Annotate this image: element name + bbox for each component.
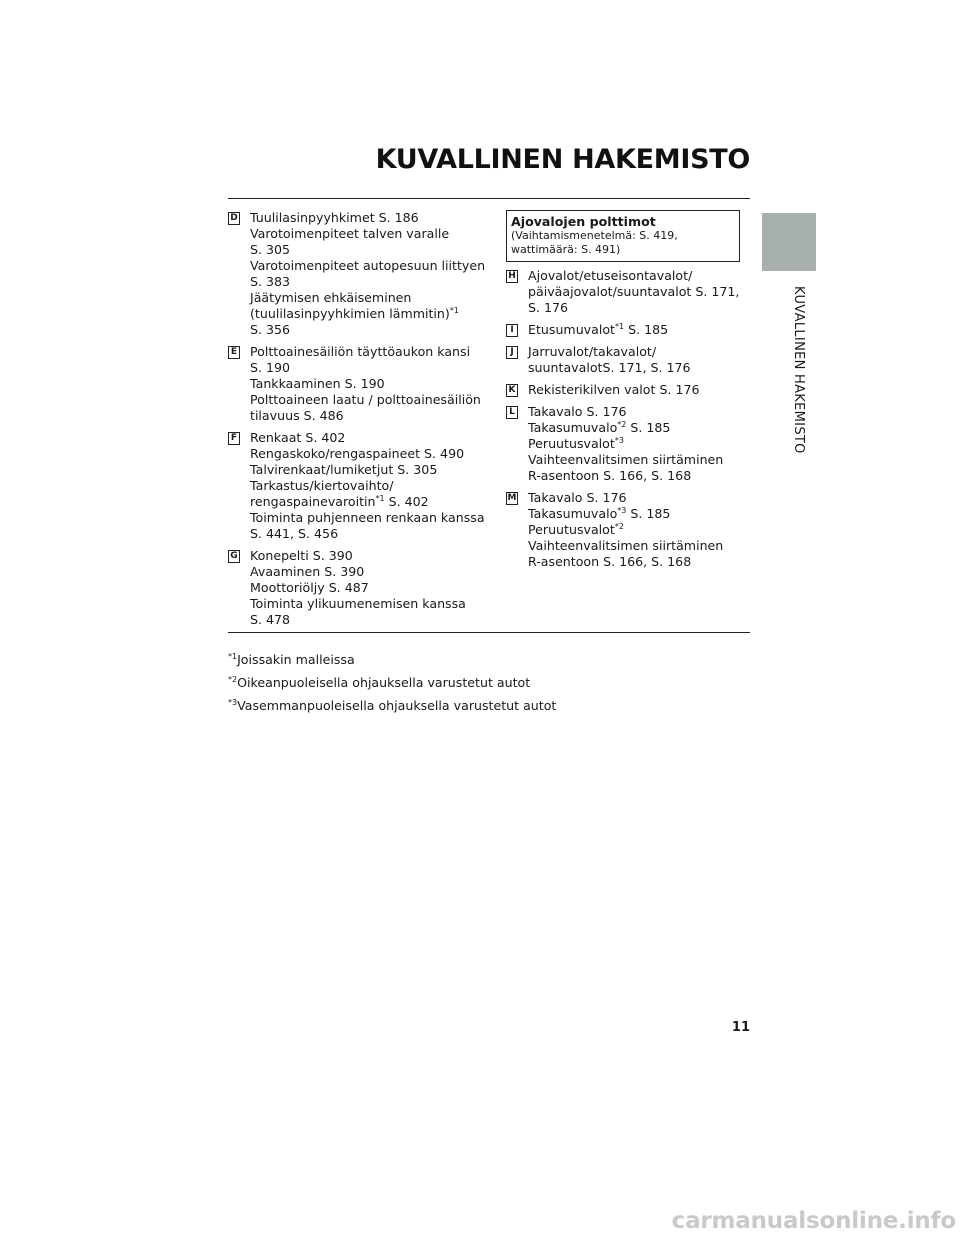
entry-line-text: Takavalo S. 176	[528, 490, 627, 505]
entry-marker: I	[506, 324, 518, 337]
entry-line-text: Takasumuvalo	[528, 420, 618, 435]
entry-line-text: Varotoimenpiteet talven varalle	[250, 226, 450, 241]
entry-line-page-ref: S. 402	[384, 494, 429, 509]
entry-line-text: suuntavalotS. 171, S. 176	[528, 360, 691, 375]
info-box-text: (Vaihtamismenetelmä: S. 419, wattimäärä: S. 491)	[511, 229, 678, 256]
entry-line	[528, 506, 750, 522]
index-entry	[506, 344, 750, 376]
index-entry	[506, 490, 750, 570]
entry-line-text: Peruutusvalot	[528, 522, 615, 537]
entry-line	[528, 490, 750, 506]
entry-line	[528, 300, 750, 316]
entry-line-text: R-asentoon S. 166, S. 168	[528, 468, 692, 483]
entry-line-text: Rekisterikilven valot S. 176	[528, 382, 700, 397]
chapter-side-label: KUVALLINEN HAKEMISTO	[791, 286, 806, 454]
footnote-mark: *1	[228, 652, 238, 661]
entry-line	[250, 322, 484, 338]
footnote-ref: *3	[614, 436, 624, 445]
entry-line	[250, 306, 484, 322]
footnote	[228, 675, 556, 690]
entry-line	[250, 548, 484, 564]
entry-line	[250, 376, 484, 392]
entry-line	[250, 226, 484, 242]
entry-line	[250, 344, 484, 360]
entry-line-text: Vaihteenvalitsimen siirtäminen	[528, 538, 724, 553]
entry-line-text: S. 356	[250, 322, 291, 337]
index-entry	[228, 548, 484, 628]
entry-line-text: S. 190	[250, 360, 291, 375]
chapter-tab	[762, 213, 816, 271]
entry-line-text: Peruutusvalot	[528, 436, 615, 451]
right-entries	[506, 268, 750, 570]
left-column	[228, 210, 484, 634]
entry-line-text: R-asentoon S. 166, S. 168	[528, 554, 692, 569]
entry-line-page-ref: S. 185	[626, 506, 671, 521]
footnote-text: Vasemmanpuoleisella ohjauksella varustetut autot	[237, 698, 557, 713]
page-title: KUVALLINEN HAKEMISTO	[375, 144, 750, 175]
watermark: carmanualsonline.info	[671, 1208, 956, 1234]
footnote-ref: *1	[449, 306, 459, 315]
entry-line	[250, 612, 484, 628]
entry-line-text: S. 383	[250, 274, 291, 289]
entry-line	[250, 446, 484, 462]
entry-line	[528, 436, 750, 452]
entry-line-text: Renkaat S. 402	[250, 430, 346, 445]
entry-line-page-ref: S. 185	[624, 322, 669, 337]
entry-line	[528, 452, 750, 468]
footnote-ref: *1	[614, 322, 625, 331]
entry-line	[250, 290, 484, 306]
entry-line-text: Tankkaaminen S. 190	[250, 376, 385, 391]
index-entry	[506, 382, 750, 398]
entry-line-text: Polttoaineen laatu / polttoainesäiliön	[250, 392, 481, 407]
entry-line-text: Ajovalot/etuseisontavalot/	[528, 268, 693, 283]
entry-line-text: Konepelti S. 390	[250, 548, 353, 563]
entry-line	[528, 382, 750, 398]
entry-line-page-ref: S. 185	[626, 420, 671, 435]
entry-line-text: Tuulilasinpyyhkimet S. 186	[250, 210, 419, 225]
entry-line-text: S. 176	[528, 300, 569, 315]
entry-line	[250, 242, 484, 258]
footnote-mark: *2	[228, 675, 238, 684]
entry-line-text: Moottoriöljy S. 487	[250, 580, 369, 595]
entry-line	[528, 360, 750, 376]
entry-line	[528, 344, 750, 360]
index-entry	[228, 210, 484, 338]
entry-line	[528, 538, 750, 554]
footnote-ref: *2	[614, 522, 624, 531]
entry-line-text: Avaaminen S. 390	[250, 564, 365, 579]
entry-line-text: S. 305	[250, 242, 291, 257]
entry-line-text: tilavuus S. 486	[250, 408, 344, 423]
entry-line-text: Etusumuvalot	[528, 322, 615, 337]
footnote	[228, 652, 556, 667]
footnote-ref: *2	[617, 420, 627, 429]
index-entry	[506, 268, 750, 316]
entry-line	[250, 510, 484, 526]
bottom-divider	[228, 632, 750, 633]
entry-marker: E	[228, 346, 240, 359]
info-box-title: Ajovalojen polttimot	[511, 214, 656, 229]
entry-line-text: Polttoainesäiliön täyttöaukon kansi	[250, 344, 471, 359]
footnotes	[228, 652, 556, 721]
entry-line	[250, 210, 484, 226]
entry-line	[528, 322, 750, 338]
index-entry	[228, 344, 484, 424]
entry-marker: G	[228, 550, 240, 563]
entry-marker: M	[507, 493, 517, 503]
entry-line	[250, 526, 484, 542]
entry-marker: F	[228, 432, 240, 445]
entry-line	[250, 596, 484, 612]
entry-line-text: S. 441, S. 456	[250, 526, 339, 541]
entry-line-text: Jarruvalot/takavalot/	[528, 344, 657, 359]
entry-line	[528, 522, 750, 538]
entry-line-text: Jäätymisen ehkäiseminen	[250, 290, 412, 305]
entry-line-text: Toiminta ylikuumenemisen kanssa	[250, 596, 466, 611]
entry-marker: L	[506, 406, 518, 419]
info-box	[506, 210, 740, 262]
entry-line-text: Takasumuvalo	[528, 506, 618, 521]
entry-line-text: (tuulilasinpyyhkimien lämmitin)	[250, 306, 450, 321]
entry-line	[528, 468, 750, 484]
entry-marker: J	[506, 346, 518, 359]
entry-line-text: Tarkastus/kiertovaihto/	[250, 478, 394, 493]
entry-line-text: rengaspainevaroitin	[250, 494, 376, 509]
entry-line	[528, 268, 750, 284]
entry-line	[528, 284, 750, 300]
entry-line-text: Takavalo S. 176	[528, 404, 627, 419]
entry-line-text: Varotoimenpiteet autopesuun liittyen	[250, 258, 486, 273]
index-entry	[506, 404, 750, 484]
entry-line	[250, 430, 484, 446]
index-entry	[228, 430, 484, 542]
entry-line	[250, 580, 484, 596]
entry-line	[250, 274, 484, 290]
entry-line-text: Talvirenkaat/lumiketjut S. 305	[250, 462, 438, 477]
index-entry	[506, 322, 750, 338]
entry-line	[250, 564, 484, 580]
page-number: 11	[731, 1020, 750, 1035]
entry-line-text: Rengaskoko/rengaspaineet S. 490	[250, 446, 465, 461]
footnote-ref: *3	[617, 506, 627, 515]
entry-line-text: Toiminta puhjenneen renkaan kanssa	[250, 510, 485, 525]
entry-line-text: S. 478	[250, 612, 291, 627]
footnote-text: Oikeanpuoleisella ohjauksella varustetut autot	[237, 675, 531, 690]
right-column	[506, 210, 750, 576]
entry-line	[528, 404, 750, 420]
entry-line	[528, 420, 750, 436]
entry-marker: D	[228, 212, 240, 225]
entry-line	[250, 462, 484, 478]
entry-line	[528, 554, 750, 570]
footnote-ref: *1	[375, 494, 385, 503]
entry-line	[250, 258, 484, 274]
entry-marker: H	[506, 270, 518, 283]
top-divider	[228, 198, 750, 199]
entry-marker: K	[506, 384, 518, 397]
footnote-text: Joissakin malleissa	[237, 652, 355, 667]
entry-line	[250, 360, 484, 376]
entry-line-text: päiväajovalot/suuntavalot S. 171,	[528, 284, 740, 299]
entry-line	[250, 478, 484, 494]
entry-line	[250, 494, 484, 510]
footnote	[228, 698, 556, 713]
entry-line	[250, 392, 484, 408]
entry-line-text: Vaihteenvalitsimen siirtäminen	[528, 452, 724, 467]
footnote-mark: *3	[228, 698, 238, 707]
entry-line	[250, 408, 484, 424]
